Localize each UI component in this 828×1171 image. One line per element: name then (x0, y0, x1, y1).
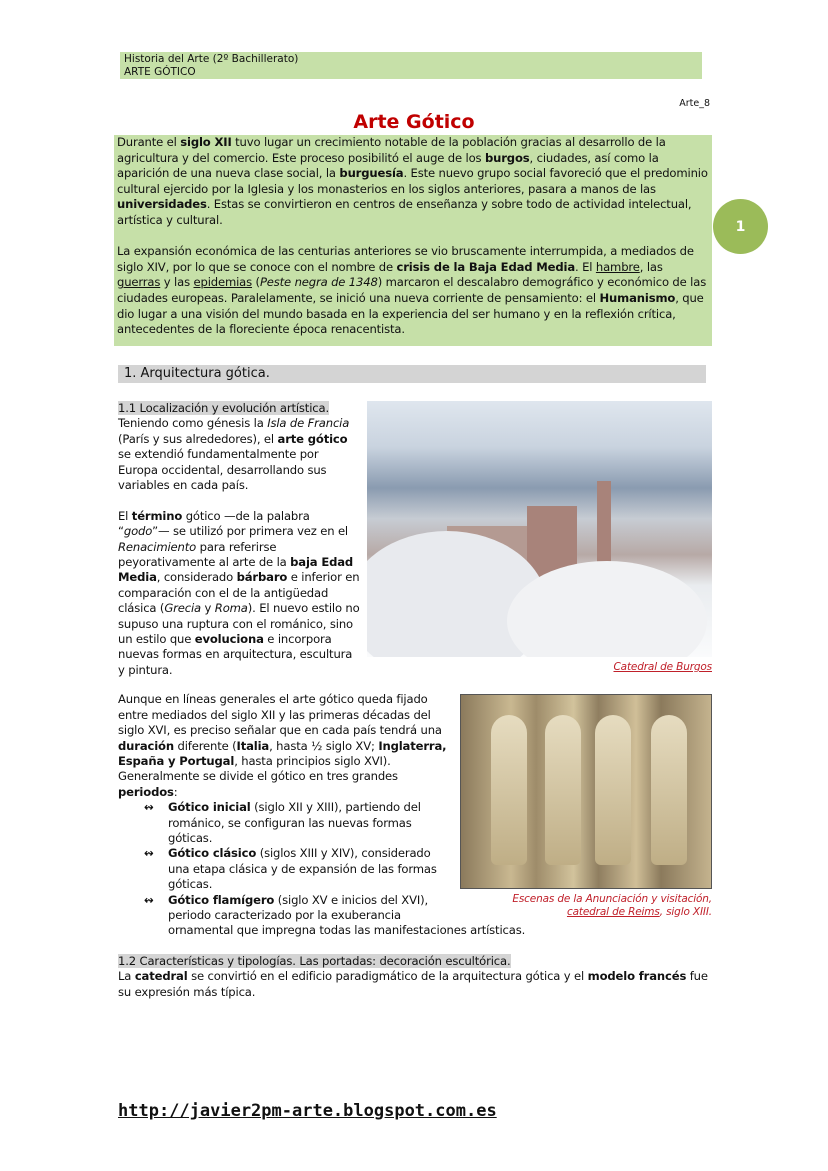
text-run: y (201, 601, 215, 616)
text-run: , hasta principios siglo XVI). Generalmente se divide el gótico en tres grandes (118, 753, 398, 784)
document-code: Arte_8 (679, 98, 710, 109)
text-run: . El (575, 259, 596, 274)
text-run: La expansión económica de las centurias anteriores se vio bruscamente interrumpida, a mediados de siglo XIV, por lo que se conoce con el nombre de (117, 244, 694, 274)
list-item (144, 893, 712, 939)
header-topic: ARTE GÓTICO (124, 66, 196, 78)
text-run: ) marcaron el descalabro demográfico y económico de las ciudades europeas. Paralelamente, se inició una nueva corriente de pensamiento: el (117, 275, 707, 305)
text-run: . Este nuevo grupo social favoreció que el predominio cultural ejercido por la Iglesia y los monasterios en los siglos anteriores, pasara a manos de las (117, 166, 708, 196)
italic-text: Renacimiento (118, 539, 197, 554)
bold-text: modelo francés (587, 969, 687, 984)
blog-link[interactable]: http://javier2pm-arte.blogspot.com.es (118, 1101, 497, 1121)
text-run: , considerado (156, 570, 237, 585)
periods-list (118, 800, 712, 939)
text-run: Teniendo como génesis la (118, 416, 268, 431)
list-item (144, 800, 712, 846)
caption-line: Escenas de la Anunciación y visitación, (512, 893, 712, 906)
list-item (144, 846, 712, 892)
text-run: e inferior en comparación con el de la antigüedad clásica ( (118, 570, 360, 616)
text-run: se convirtió en el edificio paradigmático de la arquitectura gótica y el (187, 969, 588, 984)
bold-text: periodos (118, 784, 174, 799)
text-run: Aunque en líneas generales el arte gótico queda fijado entre mediados del siglo XII y las primeras décadas del siglo XVI, es preciso señalar que en cada país tendrá una (118, 692, 442, 738)
bold-text: Gótico inicial (168, 800, 251, 815)
text-run: ”— se utilizó por primera vez en el (152, 524, 349, 539)
text-run: El (118, 508, 132, 523)
underlined-text: epidemias (193, 275, 253, 290)
text-run: ). El nuevo estilo no supuso una ruptura con el románico, sino un estilo que (118, 601, 360, 647)
text-run: , hasta ½ siglo XV; (269, 738, 379, 753)
bold-text: Inglaterra, España y Portugal (118, 738, 447, 768)
italic-text: Grecia (164, 601, 201, 616)
subsection-heading: 1.1 Localización y evolución artística. (118, 401, 329, 415)
text-run: ( (252, 275, 260, 290)
intro-paragraph (117, 135, 709, 229)
intro-paragraph (117, 244, 709, 338)
text-run: , ciudades, así como la aparición de una nueva clase social, la (117, 150, 659, 181)
section-body (118, 401, 712, 1015)
intro-box (114, 135, 712, 346)
underlined-text: guerras (117, 275, 161, 290)
caption-link-reims[interactable]: catedral de Reims (566, 906, 660, 919)
text-run: y las (160, 275, 194, 290)
text-run: , que dio lugar a una visión del mundo basada en la experiencia del ser humano y en la reflexión crítica, antecedentes de la floreciente época renacentista. (117, 290, 704, 337)
burgos-cathedral-image (367, 401, 712, 657)
header-course: Historia del Arte (2º Bachillerato) (124, 53, 299, 65)
text-run: tuvo lugar un crecimiento notable de la población gracias al desarrollo de la agricultura y del comercio. Este proceso posibilitó el auge de los (117, 135, 666, 165)
text-run: La (118, 969, 135, 984)
caption-rest: , siglo XIII. (659, 906, 712, 919)
caption-burgos[interactable] (367, 661, 712, 674)
text-run: e incorpora nuevas formas en arquitectura, escultura y pintura. (118, 632, 353, 677)
list-item-text (168, 893, 525, 938)
bold-text: burguesía (339, 166, 404, 181)
caption-link-burgos[interactable]: Catedral de Burgos (613, 661, 712, 673)
underlined-text: hambre (595, 259, 640, 274)
text-run: (París y sus alrededores), el (118, 431, 278, 446)
bullet-icon: ↭ (144, 846, 154, 861)
document-header (120, 52, 702, 79)
bold-text: siglo XII (180, 135, 232, 149)
list-item-text (168, 800, 421, 845)
italic-text: Peste negra de 1348 (259, 275, 378, 290)
bold-text: Gótico clásico (168, 846, 257, 861)
bullet-icon: ↭ (144, 800, 154, 815)
bold-text: universidades (117, 197, 207, 212)
text-run: (siglos XIII y XIV), considerado una etapa clásica y de expansión de las formas góticas. (168, 846, 437, 892)
bold-text: Italia (236, 738, 270, 753)
bold-text: catedral (134, 969, 188, 984)
bullet-icon: ↭ (144, 892, 154, 907)
bold-text: baja Edad Media (118, 555, 354, 585)
text-run: : (173, 784, 178, 799)
text-run: se extendió fundamentalmente por Europa occidental, desarrollando sus variables en cada país. (118, 447, 327, 493)
text-run: diferente ( (173, 738, 237, 753)
bold-text: Gótico flamígero (168, 892, 275, 907)
text-run: fue su expresión más típica. (118, 969, 708, 999)
text-run: gótico —de la palabra “ (118, 508, 310, 539)
paragraph (118, 969, 712, 1000)
text-run: Durante el (117, 135, 181, 149)
italic-text: Roma (214, 601, 248, 616)
text-run: (siglo XII y XIII), partiendo del románico, se configuran las nuevas formas góticas. (168, 800, 421, 845)
section-heading: 1. Arquitectura gótica. (118, 365, 706, 383)
bold-text: evoluciona (194, 632, 264, 647)
bold-text: arte gótico (277, 431, 348, 446)
bold-text: bárbaro (236, 570, 288, 585)
bold-text: burgos (484, 150, 530, 165)
bold-text: crisis de la Baja Edad Media (396, 259, 576, 274)
text-run: para referirse peyorativamente al arte de la (118, 539, 291, 570)
bold-text: término (131, 508, 183, 523)
italic-text: Isla de Francia (267, 416, 350, 431)
page-number-badge: 1 (713, 199, 768, 254)
text-run: (siglo XV e inicios del XVI), periodo caracterizado por la exuberancia ornamental que impregna todas las manifestaciones artísticas. (168, 892, 526, 938)
page-title: Arte Gótico (353, 111, 475, 133)
list-item-text (168, 846, 437, 891)
subsection-heading: 1.2 Características y tipologías. Las portadas: decoración escultórica. (118, 953, 511, 968)
italic-text: godo (123, 524, 153, 539)
bold-text: Humanismo (599, 290, 676, 305)
figure-burgos (367, 401, 712, 674)
bold-text: duración (118, 738, 174, 753)
text-run: . Estas se convirtieron en centros de enseñanza y sobre todo de actividad intelectual, artística y cultural. (117, 197, 692, 227)
text-run: , las (639, 259, 663, 274)
